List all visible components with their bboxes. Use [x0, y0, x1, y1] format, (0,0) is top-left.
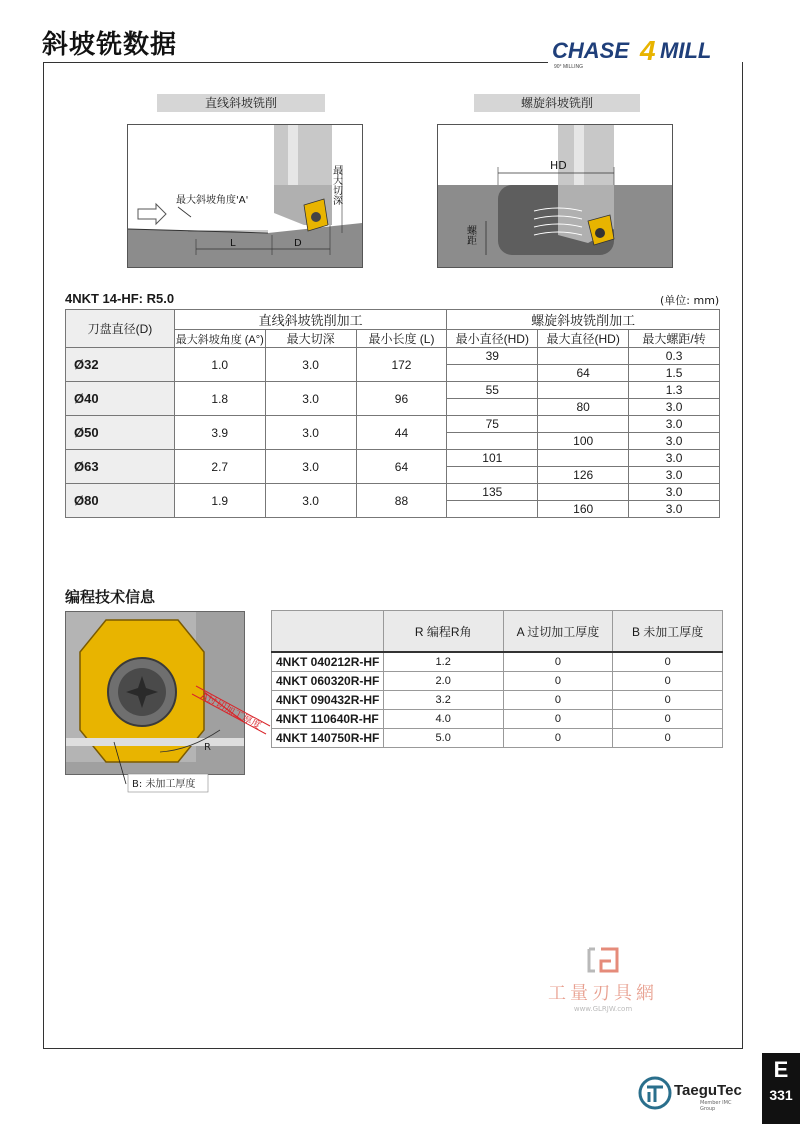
cell-min-hd: 39	[447, 348, 538, 365]
cell-pitch: 3.0	[629, 501, 720, 518]
watermark	[538, 945, 668, 1020]
label-HD: HD	[550, 159, 567, 172]
col-overcut-thickness: A 过切加工厚度	[503, 611, 613, 653]
cell-empty	[447, 365, 538, 382]
tool-shank	[274, 125, 332, 185]
cell-empty	[447, 399, 538, 416]
cell-empty	[447, 433, 538, 450]
label-B-unmachined: B: 未加工厚度	[132, 779, 196, 790]
cell-max-hd: 126	[538, 467, 629, 484]
cell-insert-code: 4NKT 110640R-HF	[272, 710, 384, 729]
company-name: TaeguTec	[674, 1082, 742, 1099]
section-letter: E	[773, 1057, 789, 1082]
cell-length: 88	[356, 484, 447, 518]
cell-empty	[538, 348, 629, 365]
cell-pitch: 3.0	[629, 416, 720, 433]
table-row	[272, 652, 723, 672]
cell-b: 0	[613, 710, 723, 729]
logo-text-mill: MILL	[660, 38, 712, 63]
company-sub: Member IMC Group	[700, 1100, 732, 1112]
cell-b: 0	[613, 729, 723, 748]
cell-depth: 3.0	[265, 348, 356, 382]
ramping-data-table	[65, 309, 720, 518]
col-max-depth: 最大切深	[265, 330, 356, 348]
cell-min-hd: 75	[447, 416, 538, 433]
cell-depth: 3.0	[265, 484, 356, 518]
cell-angle: 1.8	[174, 382, 265, 416]
frame-top-rule	[43, 62, 548, 63]
col-max-pitch: 最大螺距/转	[629, 330, 720, 348]
helical-ramping-caption: 螺旋斜坡铣削	[474, 94, 640, 112]
cell-pitch: 3.0	[629, 433, 720, 450]
table1-unit: (单位: mm)	[660, 294, 720, 307]
col-programming-r: R 编程R角	[383, 611, 503, 653]
programming-table	[271, 610, 723, 748]
col-unmachined-thickness: B 未加工厚度	[613, 611, 723, 653]
watermark-text: 工量刃具網	[548, 983, 658, 1004]
table-row	[272, 672, 723, 691]
page-title: 斜坡铣数据	[42, 30, 178, 60]
cell-insert-code: 4NKT 040212R-HF	[272, 652, 384, 672]
cell-a: 0	[503, 729, 613, 748]
cell-depth: 3.0	[265, 416, 356, 450]
cell-empty	[538, 450, 629, 467]
cell-length: 96	[356, 382, 447, 416]
label-max-depth: 最大切深	[330, 165, 342, 205]
cell-diameter: Ø32	[66, 348, 175, 382]
cell-pitch: 1.3	[629, 382, 720, 399]
cell-r: 4.0	[383, 710, 503, 729]
cell-r: 1.2	[383, 652, 503, 672]
tool-shank	[558, 125, 614, 185]
feed-arrow-icon	[138, 204, 166, 224]
cell-min-hd: 101	[447, 450, 538, 467]
cell-pitch: 3.0	[629, 467, 720, 484]
table-row	[66, 382, 720, 399]
cell-angle: 1.0	[174, 348, 265, 382]
cell-length: 172	[356, 348, 447, 382]
cell-pitch: 3.0	[629, 484, 720, 501]
cell-pitch: 3.0	[629, 450, 720, 467]
table1-title: 4NKT 14-HF: R5.0	[65, 291, 175, 306]
insert-annotations	[100, 660, 280, 800]
cell-angle: 1.9	[174, 484, 265, 518]
programming-info-title: 编程技术信息	[65, 588, 156, 606]
cell-diameter: Ø40	[66, 382, 175, 416]
cell-r: 3.2	[383, 691, 503, 710]
table-row	[66, 416, 720, 433]
cell-max-hd: 100	[538, 433, 629, 450]
label-pitch: 螺距	[464, 225, 476, 245]
cell-a: 0	[503, 672, 613, 691]
cell-b: 0	[613, 691, 723, 710]
col-min-length: 最小长度 (L)	[356, 330, 447, 348]
cell-empty	[538, 382, 629, 399]
cell-b: 0	[613, 652, 723, 672]
cell-max-hd: 64	[538, 365, 629, 382]
label-A-overcut: A过切加工厚度	[198, 690, 263, 733]
cell-empty	[538, 416, 629, 433]
col-max-hd: 最大直径(HD)	[538, 330, 629, 348]
logo-text-chase: CHASE	[552, 38, 630, 63]
logo-text-4: 4	[640, 36, 656, 66]
cell-length: 44	[356, 416, 447, 450]
label-L: L	[230, 238, 236, 249]
cell-b: 0	[613, 672, 723, 691]
page-number: 331	[769, 1087, 793, 1103]
label-D: D	[294, 238, 302, 249]
cell-a: 0	[503, 710, 613, 729]
cell-max-hd: 160	[538, 501, 629, 518]
label-R: R	[204, 742, 211, 753]
linear-ramping-caption: 直线斜坡铣削	[157, 94, 325, 112]
cell-insert-code: 4NKT 090432R-HF	[272, 691, 384, 710]
label-max-ramp-angle: 最大斜坡角度'A'	[176, 195, 249, 206]
cell-diameter: Ø50	[66, 416, 175, 450]
helical-ramping-diagram	[437, 124, 673, 268]
table-row	[272, 710, 723, 729]
taegutec-emblem-icon	[638, 1076, 672, 1110]
table-row	[66, 348, 720, 365]
cell-pitch: 1.5	[629, 365, 720, 382]
cell-min-hd: 55	[447, 382, 538, 399]
cell-length: 64	[356, 450, 447, 484]
cell-empty	[447, 501, 538, 518]
cell-pitch: 3.0	[629, 399, 720, 416]
table-row	[272, 729, 723, 748]
cell-r: 2.0	[383, 672, 503, 691]
cell-diameter: Ø63	[66, 450, 175, 484]
watermark-logo-icon	[583, 945, 623, 975]
cell-pitch: 0.3	[629, 348, 720, 365]
group-helical-ramping: 螺旋斜坡铣削加工	[447, 310, 720, 330]
cell-a: 0	[503, 691, 613, 710]
section-tab	[762, 1053, 800, 1124]
cell-angle: 2.7	[174, 450, 265, 484]
cell-min-hd: 135	[447, 484, 538, 501]
group-linear-ramping: 直线斜坡铣削加工	[174, 310, 447, 330]
col-min-hd: 最小直径(HD)	[447, 330, 538, 348]
table-row	[66, 450, 720, 467]
taegutec-logo	[638, 1076, 748, 1110]
table-row	[272, 691, 723, 710]
cell-depth: 3.0	[265, 382, 356, 416]
cell-insert-code: 4NKT 060320R-HF	[272, 672, 384, 691]
watermark-url: www.GLRJW.com	[573, 1005, 633, 1013]
table-row	[66, 484, 720, 501]
col-cutter-diameter: 刀盘直径(D)	[66, 310, 175, 348]
cell-a: 0	[503, 652, 613, 672]
logo-subtext: 90° MILLING	[554, 64, 583, 70]
cell-diameter: Ø80	[66, 484, 175, 518]
cell-insert-code: 4NKT 140750R-HF	[272, 729, 384, 748]
col-code	[272, 611, 384, 653]
cell-angle: 3.9	[174, 416, 265, 450]
cell-empty	[538, 484, 629, 501]
cell-max-hd: 80	[538, 399, 629, 416]
linear-ramping-diagram	[127, 124, 363, 268]
col-max-ramp-angle: 最大斜坡角度 (A°)	[174, 330, 265, 348]
cell-depth: 3.0	[265, 450, 356, 484]
cell-r: 5.0	[383, 729, 503, 748]
cell-empty	[447, 467, 538, 484]
